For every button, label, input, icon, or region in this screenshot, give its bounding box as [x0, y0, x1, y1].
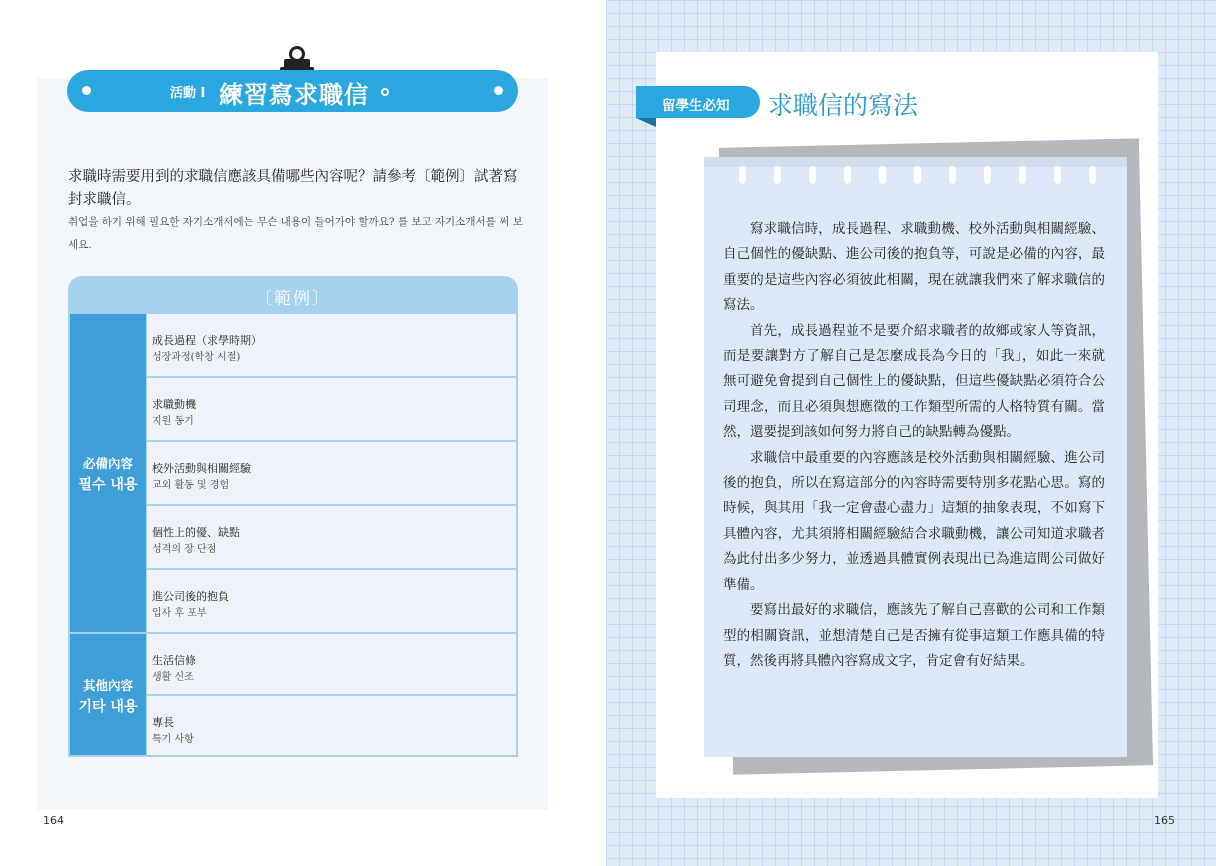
table-row [147, 696, 516, 755]
category-zh: 其他內容 [82, 678, 133, 693]
article-body [723, 217, 1105, 674]
page-number: 165 [1154, 814, 1175, 827]
binder-hole-icon [844, 166, 851, 184]
activity-banner [67, 70, 518, 112]
table-row [147, 442, 516, 504]
circle-dot-icon [381, 88, 389, 96]
row-zh: 進公司後的抱負 [152, 590, 229, 603]
tab-fold-decoration [636, 118, 656, 127]
row-ko: 특기 사항 [152, 734, 194, 745]
binder-hole-icon [879, 166, 886, 184]
example-table [68, 312, 518, 757]
category-ko: 기타 내용 [78, 699, 138, 715]
binder-hole-icon [984, 166, 991, 184]
binder-hole-icon [1019, 166, 1026, 184]
activity-label: 活動 I [170, 86, 206, 101]
table-row [147, 506, 516, 568]
left-page [0, 0, 606, 866]
question-chinese: 求職時需要用到的求職信應該具備哪些內容呢？請參考〔範例〕試著寫封求職信。 [68, 169, 518, 208]
binder-hole-icon [1089, 166, 1096, 184]
row-ko: 지원 동기 [152, 416, 194, 427]
category-zh: 必備內容 [82, 456, 133, 471]
question-korean: 취업을 하기 위해 필요한 자기소개서에는 무슨 내용이 들어가야 할까요? 를 보고 자기소개서를 써 보세요. [68, 216, 523, 251]
example-title: 〔範例〕 [255, 289, 331, 309]
dot-icon [82, 86, 91, 95]
row-zh: 專長 [152, 716, 174, 729]
row-ko: 성격의 장 단점 [152, 544, 217, 555]
binder-hole-icon [949, 166, 956, 184]
activity-title: 練習寫求職信 [219, 81, 369, 109]
binder-hole-icon [1054, 166, 1061, 184]
table-row [147, 378, 516, 440]
row-zh: 校外活動與相關經驗 [152, 462, 251, 475]
paragraph: 求職信中最重要的內容應該是校外活動與相關經驗、進公司後的抱負，所以在寫這部分的內容時需要特別多花點心思。寫的時候，與其用「我一定會盡心盡力」這類的抽象表現，不如寫下具體內容，尤其須將相關經驗結合求職動機，讓公司知道求職者為此付出多少努力，並透過具體實例表現出已為進這間公司做好準備。 [723, 449, 1105, 593]
row-ko: 교외 활동 및 경험 [152, 480, 230, 491]
row-zh: 求職動機 [152, 398, 196, 411]
binder-hole-icon [774, 166, 781, 184]
page-number: 164 [43, 814, 64, 827]
category-ko: 필수 내용 [78, 477, 138, 493]
paragraph: 首先，成長過程並不是要介紹求職者的故鄉或家人等資訊，而是要讓對方了解自己是怎麼成長為今日的「我」，如此一來就無可避免會提到自己個性上的優缺點，但這些優缺點必須符合公司理念，而且必須與想應徵的工作類型所需的人格特質有關。當然，還要提到該如何努力將自己的缺點轉為優點。 [723, 322, 1105, 441]
section-tab: 留學生必知 [636, 86, 760, 118]
right-page [606, 0, 1216, 866]
table-row [147, 570, 516, 632]
paragraph: 要寫出最好的求職信，應該先了解自己喜歡的公司和工作類型的相關資訊，並想清楚自己是否擁有從事這類工作應具備的特質，然後再將具體內容寫成文字，肯定會有好結果。 [723, 602, 1105, 669]
binder-hole-icon [739, 166, 746, 184]
example-table-header [68, 276, 518, 314]
row-ko: 성장과정(학창 시절) [152, 352, 241, 363]
category-required [70, 314, 146, 632]
category-other [70, 634, 146, 755]
paragraph: 寫求職信時，成長過程、求職動機、校外活動與相關經驗、自己個性的優缺點、進公司後的抱負等，可說是必備的內容，最重要的是這些內容必須彼此相關，現在就讓我們來了解求職信的寫法。 [723, 221, 1105, 314]
binder-hole-icon [809, 166, 816, 184]
section-title: 求職信的寫法 [768, 91, 919, 120]
dot-icon [494, 86, 503, 95]
binder-hole-icon [914, 166, 921, 184]
row-ko: 생활 신조 [152, 672, 194, 683]
row-ko: 입사 후 포부 [152, 608, 207, 619]
table-row [147, 314, 516, 376]
row-zh: 個性上的優、缺點 [152, 526, 240, 539]
row-zh: 成長過程（求學時期） [152, 334, 262, 347]
row-zh: 生活信條 [152, 654, 196, 667]
table-row [147, 634, 516, 694]
